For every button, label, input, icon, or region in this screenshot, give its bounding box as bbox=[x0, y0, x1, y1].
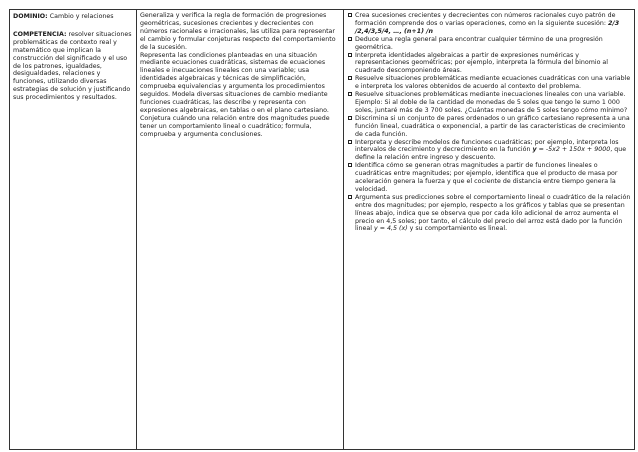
indicator-text: Argumenta sus predicciones sobre el comportamiento lineal o cuadrático de la relación entre dos magnitudes; por ejemplo, respecto a los gráficos y tablas que se presentan líneas abajo, indica que se observa que por cada kilo adicional de arroz aumenta el precio en 4,5 soles; por tanto, el cálculo del precio del arroz está dado por la función lineal bbox=[355, 193, 631, 233]
checkbox-icon bbox=[348, 116, 352, 120]
checkbox-icon bbox=[348, 92, 352, 96]
competency-label: COMPETENCIA: bbox=[13, 30, 67, 38]
indicator-text: Crea sucesiones crecientes y decrecientes con números racionales cuyo patrón de formación comprende dos o varias operaciones, como en la siguiente sucesión: bbox=[355, 12, 616, 27]
domain-cell bbox=[10, 10, 137, 450]
indicator-item bbox=[348, 12, 631, 36]
checkbox-icon bbox=[348, 140, 352, 144]
domain-value: Cambio y relaciones bbox=[49, 13, 114, 20]
indicator-text: Discrimina si un conjunto de pares ordenados o un gráfico cartesiano representa a una función lineal, cuadrática o exponencial, a partir de las características de crecimiento de cada función. bbox=[355, 114, 630, 138]
checkbox-icon bbox=[348, 195, 352, 199]
indicator-item bbox=[348, 52, 631, 76]
indicator-item bbox=[348, 36, 631, 52]
indicator-item bbox=[348, 139, 631, 163]
indicator-item bbox=[348, 115, 631, 139]
domain-label: DOMINIO: bbox=[13, 13, 48, 20]
function-equation: y = 4,5 (x) bbox=[373, 225, 408, 233]
domain-block bbox=[13, 13, 133, 21]
indicator-text: Resuelve situaciones problemáticas mediante inecuaciones lineales con una variable. Ejemplo: Si al doble de la cantidad de monedas de 5 soles que tengo le sumo 1 000 soles, juntaré más de 3 700 soles. ¿Cuántas monedas de 5 soles tengo cómo mínimo? bbox=[355, 91, 628, 114]
indicator-item bbox=[348, 194, 631, 234]
checkbox-icon bbox=[348, 163, 352, 167]
ability-paragraph-2: Representa las condiciones planteadas en una situación mediante ecuaciones cuadráticas, sistemas de ecuaciones lineales e inecuaciones lineales con una variable; usa identidades algebraicas y técnicas de simplificación, comprueba equivalencias y argumenta los procedimientos seguidos. Modela diversas situaciones de cambio mediante funciones cuadráticas, las describe y representa con expresiones algebraicas, en tablas o en el plano cartesiano. Conjetura cuándo una relación entre dos magnitudes puede tener un comportamiento lineal o cuadrático; formula, comprueba y argumenta conclusiones. bbox=[140, 51, 330, 138]
checkbox-icon bbox=[348, 76, 352, 80]
competency-block bbox=[13, 31, 133, 102]
indicator-text: y su comportamiento es lineal. bbox=[407, 225, 508, 233]
indicator-text: Identifica cómo se generan otras magnitudes a partir de funciones lineales o cuadráticas entre magnitudes; por ejemplo, identifica que el producto de masa por aceleración genera la fuerza y que el cociente de distancia entre tiempo genera la velocidad. bbox=[355, 162, 618, 193]
indicator-item bbox=[348, 162, 631, 194]
checkbox-icon bbox=[348, 37, 352, 41]
indicator-text: Resuelve situaciones problemáticas mediante ecuaciones cuadráticas con una variable e interpreta los valores obtenidos de acuerdo al contexto del problema. bbox=[355, 75, 631, 91]
function-equation: = -5x2 + 150x + 9000 bbox=[538, 146, 611, 154]
table-row bbox=[10, 10, 635, 450]
sequence-expression: 2/3 /2,4/3,5/4, …, (n+1) /n bbox=[355, 19, 620, 35]
competency-table bbox=[9, 9, 635, 450]
ability-paragraph-1: Generaliza y verifica la regla de formación de progresiones geométricas, sucesiones crecientes y decrecientes con números racionales e irracionales, las utiliza para representar el cambio y formular conjeturas respecto del comportamiento de la sucesión. bbox=[140, 12, 336, 51]
checkbox-icon bbox=[348, 13, 352, 17]
indicator-text: , que define la relación entre ingreso y descuento. bbox=[355, 146, 627, 162]
abilities-cell bbox=[137, 10, 344, 450]
competency-value: resolver situaciones problemáticas de contexto real y matemático que implican la construcción del significado y el uso de los patrones, igualdades, desigualdades, relaciones y funciones, utilizando diversas estrategias de solución y justificando sus procedimientos y resultados. bbox=[13, 30, 132, 102]
indicator-item bbox=[348, 91, 631, 115]
function-variable: y bbox=[532, 146, 537, 154]
indicator-text: Interpreta y describe modelos de funciones cuadráticas; por ejemplo, interpreta los intervalos de crecimiento y decrecimiento en la función bbox=[355, 138, 619, 154]
checkbox-icon bbox=[348, 53, 352, 57]
indicators-cell bbox=[344, 10, 635, 450]
indicator-text: Deduce una regla general para encontrar cualquier término de una progresión geométrica. bbox=[355, 35, 603, 51]
indicator-item bbox=[348, 75, 631, 91]
indicator-text: Interpreta identidades algebraicas a partir de expresiones numéricas y representaciones geométricas; por ejemplo, interpreta la fórmula del binomio al cuadrado descomponiendo áreas. bbox=[355, 51, 609, 75]
